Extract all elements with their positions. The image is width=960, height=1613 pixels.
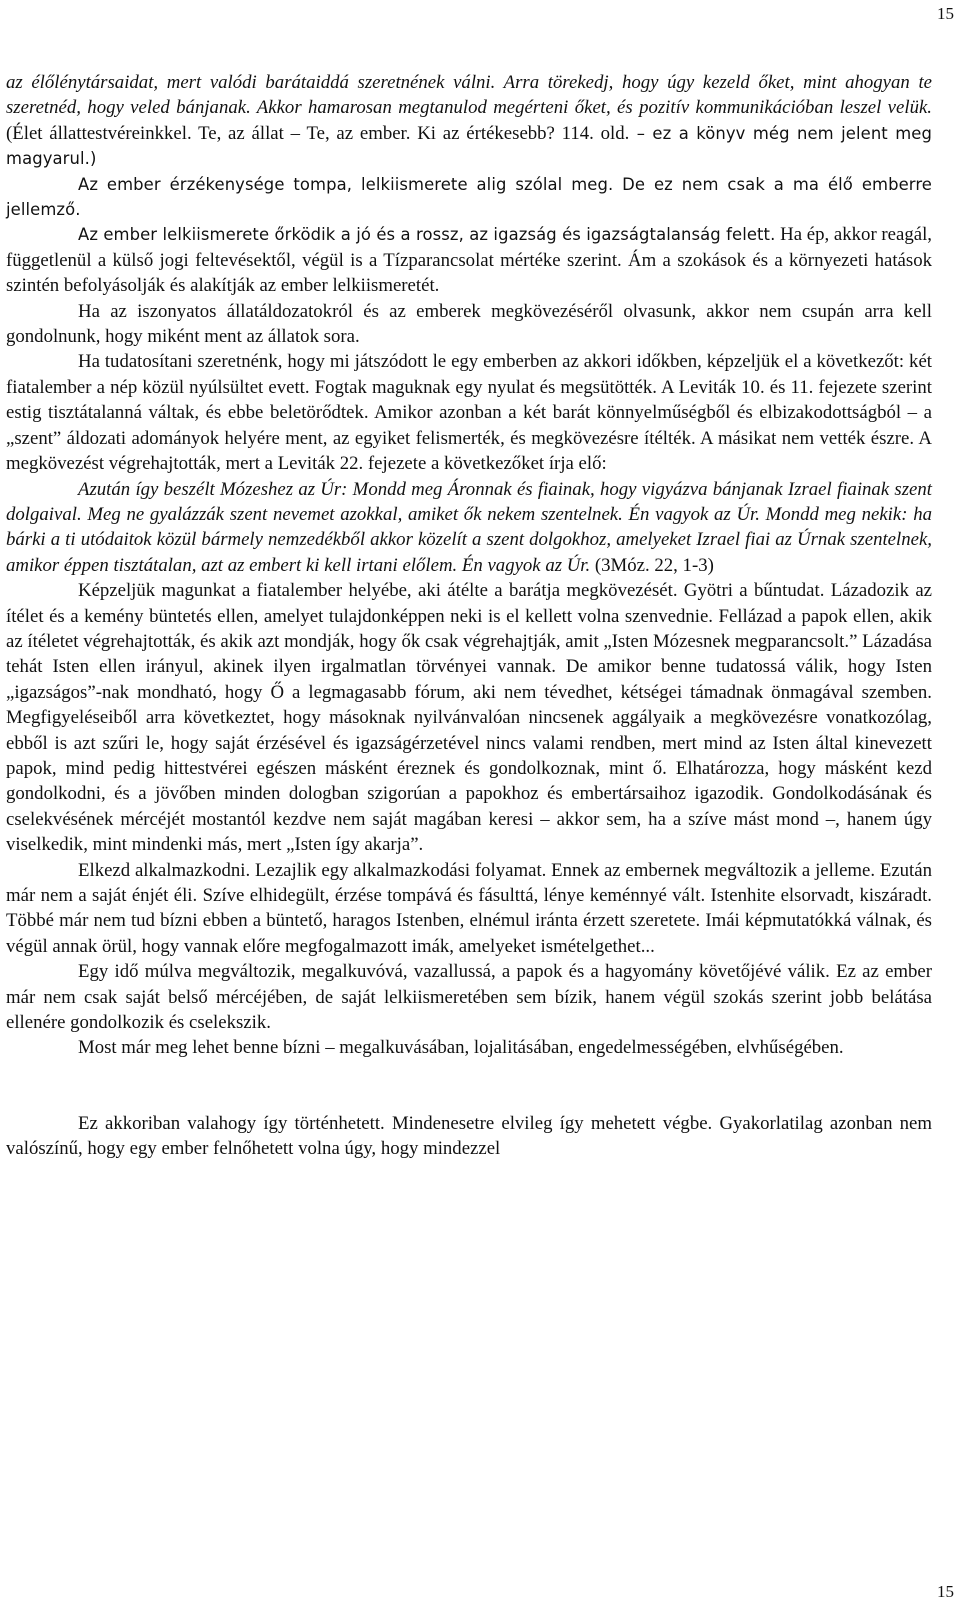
paragraph-2-sans: Az ember lelkiismerete őrködik a jó és a rossz, az igazság és igazságtalanság felett.	[78, 225, 776, 245]
intro-plain: (Élet állattestvéreinkkel. Te, az állat – Te, az ember. Ki az értékesebb? 114. old.	[6, 122, 630, 144]
intro-paragraph	[6, 70, 932, 172]
paragraph-9: Ez akkoriban valahogy így történhetett. Mindenesetre elvileg így mehetett végbe. Gyakorlatilag azonban nem valószínű, hogy egy ember felnőhetett volna úgy, hogy mindezzel	[6, 1112, 932, 1160]
intro-note: – ez a könyv még nem jelent meg magyarul.)	[6, 123, 932, 169]
page-number-top: 15	[937, 4, 954, 23]
paragraph-8: Most már meg lehet benne bízni – megalkuvásában, lojalitásában, engedelmességében, elvhűségében.	[78, 1037, 844, 1059]
intro-italic: az élőlénytársaidat, mert valódi barátaiddá szeretnének válni. Arra törekedj, hogy úgy kezeld őket, mint ahogyan te szeretnéd, hogy veled bánjanak. Akkor hamarosan megtanulod megérteni őket, és pozitív kommunikációban leszel velük.	[6, 72, 932, 119]
section-gap	[6, 1061, 932, 1111]
paragraph-5: Képzeljük magunkat a fiatalember helyébe, aki átélte a barátja megkövezését. Gyötri a bűntudat. Lázadozik az ítélet és a kemény büntetés ellen, amelyet tulajdonképpen neki is el kellett volna szenvednie. Fellázad a papok ellen, akik az ítéletet végrehajtották, és akik azt mondják, hogy ők csak végrehajtják, amit „Isten Mózesnek megparancsolt.” Lázadása tehát Isten ellen irányul, akinek ilyen irgalmatlan törvényei vannak. De amikor benne tudatossá válik, hogy Isten „igazságos”-nak mondható, hogy Ő a legmagasabb fórum, aki nem tévedhet, kétségei támadnak önmagával szemben. Megfigyeléseiből arra következtet, hogy másoknak nyilvánvalóan nincsenek aggályaik a megkövezésre vonatkozólag, ebből is azt szűri le, hogy saját érzésével és igazságérzetével nincs valami rendben, mert mind az Isten által kinevezett papok, mind pedig hittestvérei egészen másként éreznek és gondolkoznak, mint ő. Elhatározza, hogy másként kezd gondolkodni, és a jövőben minden dologban szigorúan a papokhoz és embertársaihoz igazodik. Gondolkodásának és cselekvésének mércéjét mostantól kezdve nem saját magában keresi – akkor sem, ha a szíve mást mond –, hanem úgy viselkedik, mint mindenki más, mert „Isten így akarja”.	[6, 580, 932, 856]
paragraph-1: Az ember érzékenysége tompa, lelkiismerete alig szólal meg. De ez nem csak a ma élő emberre jellemző.	[6, 174, 932, 220]
paragraph-6: Elkezd alkalmazkodni. Lezajlik egy alkalmazkodási folyamat. Ennek az embernek megváltozik a jelleme. Ezután már nem a saját énjét éli. Szíve elhidegült, érzése tompává és fásulttá, lénye keménnyé vált. Istenhite elsorvadt, kiszáradt. Többé már nem tud bízni ebben a büntető, haragos Istenben, elnémul iránta érzett szeretete. Imái képmutatókká válnak, és végül annak örül, hogy vannak előre megfogalmazott imák, amelyeket ismételgethet...	[6, 859, 932, 957]
paragraph-7: Egy idő múlva megváltozik, megalkuvóvá, vazallussá, a papok és a hagyomány követőjévé válik. Ez az ember már nem csak saját belső mércéjében, de saját lelkiismeretében sem bízik, hanem végül szokás szerint jobb belátása ellenére gondolkozik és cselekszik.	[6, 961, 932, 1034]
paragraph-3: Ha az iszonyatos állatáldozatokról és az emberek megkövezéséről olvasunk, akkor nem csupán arra kell gondolnunk, hogy miként ment az állatok sora.	[6, 300, 932, 348]
bible-reference: (3Móz. 22, 1-3)	[590, 554, 714, 576]
paragraph-2	[6, 222, 932, 298]
paragraph-2-rest: Ha ép, akkor reagál, függetlenül a külső jogi feltevésektől, végül is a Tízparancsolat mértéke szerint. Ám a szokások és a környezeti hatások szintén befolyásolják és alakítják az ember lelkiismeretét.	[6, 224, 932, 297]
bible-quote: Azután így beszélt Mózeshez az Úr: Mondd meg Áronnak és fiainak, hogy vigyázva bánjanak Izrael fiainak szent dolgaival. Meg ne gyalázzák szent nevemet azokkal, amiket ők nekem szentelnek. Én vagyok az Úr. Mondd meg nekik: ha bárki a ti utódaitok közül bármely nemzedékből akkor közelít a szent dolgokhoz, amelyeket Izrael fiai az Úrnak szentelnek, amikor éppen tisztátalan, azt az embert ki kell irtani előlem. Én vagyok az Úr.	[6, 478, 932, 576]
quote-paragraph	[6, 477, 932, 579]
paragraph-4: Ha tudatosítani szeretnénk, hogy mi játszódott le egy emberben az akkori időkben, képzeljük el a következőt: két fiatalember a nép közül nyúlsültet evett. Fogtak maguknak egy nyulat és megsütötték. A Leviták 10. és 11. fejezete szerint estig tisztátalanná váltak, és ebbe beletörődtek. Amikor azonban a két barát könnyelműségből és elbizakodottságból – a „szent” áldozati adományok helyére ment, az egyiket felismerték, és megkövezésre ítélték. A másikat nem vették észre. A megkövezést végrehajtották, mert a Leviták 22. fejezete a következőket írja elő:	[6, 351, 932, 475]
page-body	[6, 70, 932, 1162]
page-number-bottom: 15	[937, 1582, 954, 1601]
